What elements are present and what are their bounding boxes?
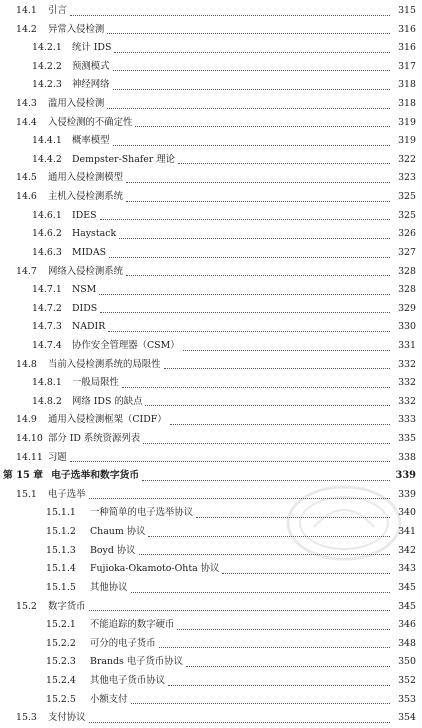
toc-page-number: 353 <box>398 693 416 705</box>
toc-entry-title: Brands 电子货币协议 <box>90 656 184 668</box>
toc-entry-title: 引言 <box>48 5 67 16</box>
toc-entry-title: 小额支付 <box>90 693 128 705</box>
toc-entry-number: 15.1.4 <box>46 563 76 575</box>
toc-entry-number: 15.1.2 <box>46 526 76 538</box>
toc-entry-number: 14.3 <box>16 98 37 110</box>
toc-entry[interactable] <box>0 374 422 393</box>
toc-page-number: 315 <box>398 5 416 16</box>
toc-entry-number: 14.6.3 <box>32 246 62 258</box>
toc-dot-leader <box>122 386 390 388</box>
toc-entry[interactable] <box>0 2 422 21</box>
toc-page-number: 350 <box>398 656 416 668</box>
toc-entry-number: 14.6.2 <box>32 228 62 240</box>
toc-entry-title: NADIR <box>72 321 106 333</box>
toc-page-number: 328 <box>398 265 416 277</box>
toc-dot-leader <box>100 218 391 220</box>
toc-entry-number: 第 15 章 <box>3 470 44 482</box>
toc-entry-number: 15.1.3 <box>46 544 76 556</box>
toc-entry-number: 15.2.2 <box>46 637 76 649</box>
toc-entry-number: 14.7 <box>16 265 37 277</box>
toc-dot-leader <box>70 14 390 16</box>
toc-entry-number: 14.7.2 <box>32 302 62 314</box>
toc-entry[interactable] <box>0 21 422 40</box>
toc-dot-leader <box>143 442 390 444</box>
toc-entry[interactable] <box>0 579 422 598</box>
toc-entry[interactable] <box>0 76 422 95</box>
toc-page-number: 316 <box>398 23 416 35</box>
toc-dot-leader <box>222 572 390 574</box>
toc-entry-number: 14.5 <box>16 172 37 184</box>
toc-page-number: 332 <box>398 377 416 389</box>
toc-dot-leader <box>89 609 390 611</box>
toc-page-number: 319 <box>398 116 416 128</box>
toc-entry[interactable] <box>0 225 422 244</box>
toc-entry[interactable] <box>0 337 422 356</box>
toc-dot-leader <box>183 349 390 351</box>
toc-dot-leader <box>131 702 390 704</box>
toc-entry-number: 15.3 <box>16 712 37 724</box>
toc-entry[interactable] <box>0 635 422 654</box>
toc-entry-title: DIDS <box>72 302 98 314</box>
toc-page-number: 319 <box>398 135 416 147</box>
toc-page-number: 343 <box>398 563 416 575</box>
toc-entry[interactable] <box>0 356 422 375</box>
toc-entry[interactable] <box>0 653 422 672</box>
toc-entry-number: 14.7.1 <box>32 284 62 296</box>
toc-dot-leader <box>178 162 390 164</box>
toc-entry-title: 当前入侵检测系统的局限性 <box>48 358 161 370</box>
toc-page-number: 318 <box>398 79 416 91</box>
toc-entry-title: 习题 <box>48 451 67 463</box>
toc-dot-leader <box>177 628 390 630</box>
toc-dot-leader <box>126 181 390 183</box>
toc-dot-leader <box>164 367 390 369</box>
toc-page-number: 323 <box>398 172 416 184</box>
toc-entry-number: 14.7.4 <box>32 339 62 351</box>
toc-entry-title: 其他电子货币协议 <box>90 674 166 686</box>
toc-dot-leader <box>109 256 390 258</box>
toc-entry-number: 14.4 <box>16 116 37 128</box>
toc-entry-title: 部分 ID 系统资源列表 <box>48 433 141 445</box>
toc-entry[interactable] <box>0 709 422 728</box>
toc-entry[interactable] <box>0 244 422 263</box>
toc-page-number: 332 <box>398 358 416 370</box>
toc-dot-leader <box>89 721 390 723</box>
toc-entry-number: 14.2 <box>16 23 37 35</box>
toc-entry-number: 14.8.2 <box>32 395 62 407</box>
toc-entry-number: 14.6.1 <box>32 209 62 221</box>
toc-entry-title: Haystack <box>72 228 117 240</box>
toc-entry[interactable] <box>0 58 422 77</box>
toc-dot-leader <box>126 200 390 202</box>
toc-entry[interactable] <box>0 449 422 468</box>
toc-entry-title: 数字货币 <box>48 600 86 612</box>
toc-entry-number: 14.6 <box>16 191 37 203</box>
toc-entry-number: 14.9 <box>16 414 37 426</box>
toc-page-number: 326 <box>398 228 416 240</box>
toc-entry[interactable] <box>0 207 422 226</box>
toc-dot-leader <box>108 330 390 332</box>
toc-entry[interactable] <box>0 393 422 412</box>
toc-dot-leader <box>99 293 390 295</box>
toc-dot-leader <box>135 125 390 127</box>
toc-entry[interactable] <box>0 598 422 617</box>
toc-entry[interactable] <box>0 560 422 579</box>
toc-entry-title: 一种简单的电子选举协议 <box>90 507 194 519</box>
toc-page-number: 345 <box>398 600 416 612</box>
toc-dot-leader <box>159 646 390 648</box>
toc-entry-title: 电子选举 <box>48 488 86 500</box>
toc-page-number: 332 <box>398 395 416 407</box>
toc-entry-number: 14.10 <box>16 433 43 445</box>
toc-page-number: 327 <box>398 246 416 258</box>
toc-page-number: 345 <box>398 581 416 593</box>
toc-entry[interactable] <box>0 39 422 58</box>
toc-entry[interactable] <box>0 672 422 691</box>
toc-entry-title: 不能追踪的数字硬币 <box>90 619 175 631</box>
toc-page-number: 341 <box>398 526 416 538</box>
toc-entry-number: 14.4.2 <box>32 153 62 165</box>
toc-entry-number: 15.1.1 <box>46 507 76 519</box>
toc-dot-leader <box>186 665 390 667</box>
toc-entry-title: Dempster-Shafer 理论 <box>72 153 176 165</box>
toc-entry[interactable] <box>0 300 422 319</box>
toc-entry-title: 入侵检测的不确定性 <box>48 116 133 128</box>
toc-page-number: 329 <box>398 302 416 314</box>
toc-page-number: 348 <box>398 637 416 649</box>
toc-entry-title: Chaum 协议 <box>90 526 146 538</box>
toc-entry-title: 滥用入侵检测 <box>48 98 105 110</box>
toc-page-number: 325 <box>398 191 416 203</box>
toc-entry-title: 预测模式 <box>72 60 110 72</box>
toc-dot-leader <box>170 423 390 425</box>
toc-entry[interactable] <box>0 95 422 114</box>
toc-entry-title: 统计 IDS <box>72 42 112 54</box>
toc-entry-number: 15.2.1 <box>46 619 76 631</box>
toc-entry-title: 异常入侵检测 <box>48 23 105 35</box>
toc-entry-title: 可分的电子货币 <box>90 637 156 649</box>
toc-entry-number: 14.7.3 <box>32 321 62 333</box>
toc-dot-leader <box>145 404 390 406</box>
toc-page-number: 333 <box>398 414 416 426</box>
toc-entry-title: 支付协议 <box>48 712 86 724</box>
toc-entry[interactable] <box>0 430 422 449</box>
toc-entry-title: 网络入侵检测系统 <box>48 265 124 277</box>
toc-entry-number: 14.8 <box>16 358 37 370</box>
toc-entry-title: 神经网络 <box>72 79 110 91</box>
table-of-contents <box>0 2 422 728</box>
toc-entry-number: 14.2.2 <box>32 60 62 72</box>
toc-entry-title: MIDAS <box>72 246 107 258</box>
toc-entry-title: 概率模型 <box>72 135 110 147</box>
toc-entry[interactable] <box>0 318 422 337</box>
toc-page-number: 346 <box>398 619 416 631</box>
toc-dot-leader <box>142 479 390 481</box>
toc-entry-number: 14.2.3 <box>32 79 62 91</box>
toc-page-number: 330 <box>398 321 416 333</box>
toc-entry-number: 14.8.1 <box>32 377 62 389</box>
toc-page-number: 338 <box>398 451 416 463</box>
toc-entry-title: 通用入侵检测模型 <box>48 172 124 184</box>
toc-entry-number: 15.1 <box>16 488 37 500</box>
toc-dot-leader <box>70 460 390 462</box>
toc-dot-leader <box>126 274 390 276</box>
toc-dot-leader <box>100 311 390 313</box>
toc-entry-title: 主机入侵检测系统 <box>48 191 124 203</box>
toc-entry-title: Boyd 协议 <box>90 544 136 556</box>
toc-entry-title: 电子选举和数字货币 <box>51 470 140 482</box>
toc-page-number: 328 <box>398 284 416 296</box>
toc-entry-number: 14.2.1 <box>32 42 62 54</box>
toc-entry-number: 15.2.5 <box>46 693 76 705</box>
toc-entry-number: 14.4.1 <box>32 135 62 147</box>
toc-entry-title: 协作安全管理器（CSM） <box>72 339 180 351</box>
toc-dot-leader <box>113 144 390 146</box>
toc-entry[interactable] <box>0 188 422 207</box>
toc-entry[interactable] <box>0 169 422 188</box>
toc-page-number: 322 <box>398 153 416 165</box>
toc-entry-title: 其他协议 <box>90 581 128 593</box>
toc-page-number: 318 <box>398 98 416 110</box>
watermark-seal-icon <box>284 483 404 563</box>
toc-dot-leader <box>107 32 390 34</box>
toc-entry-number: 15.1.5 <box>46 581 76 593</box>
toc-entry[interactable] <box>0 132 422 151</box>
toc-page-number: 316 <box>398 42 416 54</box>
toc-entry-number: 15.2.3 <box>46 656 76 668</box>
toc-page-number: 342 <box>398 544 416 556</box>
toc-page-number: 335 <box>398 433 416 445</box>
toc-entry-title: Fujioka-Okamoto-Ohta 协议 <box>90 563 220 575</box>
toc-entry-number: 15.2 <box>16 600 37 612</box>
toc-entry-title: 一般局限性 <box>72 377 119 389</box>
toc-entry-number: 15.2.4 <box>46 674 76 686</box>
toc-entry-title: 网络 IDS 的缺点 <box>72 395 143 407</box>
toc-page-number: 339 <box>395 470 416 482</box>
toc-page-number: 354 <box>398 712 416 724</box>
toc-page-number: 352 <box>398 674 416 686</box>
toc-entry-number: 14.11 <box>16 451 43 463</box>
toc-entry[interactable] <box>0 114 422 133</box>
toc-page-number: 340 <box>398 507 416 519</box>
toc-dot-leader <box>114 51 390 53</box>
toc-page-number: 339 <box>398 488 416 500</box>
toc-entry-number: 14.1 <box>16 5 37 16</box>
toc-entry[interactable] <box>0 616 422 635</box>
toc-entry[interactable] <box>0 151 422 170</box>
toc-page-number: 325 <box>398 209 416 221</box>
toc-entry-title: 通用入侵检测框架（CIDF） <box>48 414 167 426</box>
toc-entry-title: IDES <box>72 209 97 221</box>
toc-entry[interactable] <box>0 411 422 430</box>
toc-page-number: 331 <box>398 339 416 351</box>
toc-dot-leader <box>119 237 390 239</box>
toc-dot-leader <box>168 684 390 686</box>
toc-entry[interactable] <box>0 263 422 282</box>
toc-page-number: 317 <box>398 60 416 72</box>
toc-dot-leader <box>113 69 390 71</box>
toc-entry-title: NSM <box>72 284 97 296</box>
toc-dot-leader <box>107 107 390 109</box>
toc-entry[interactable] <box>0 691 422 710</box>
toc-entry[interactable] <box>0 281 422 300</box>
toc-dot-leader <box>113 88 390 90</box>
